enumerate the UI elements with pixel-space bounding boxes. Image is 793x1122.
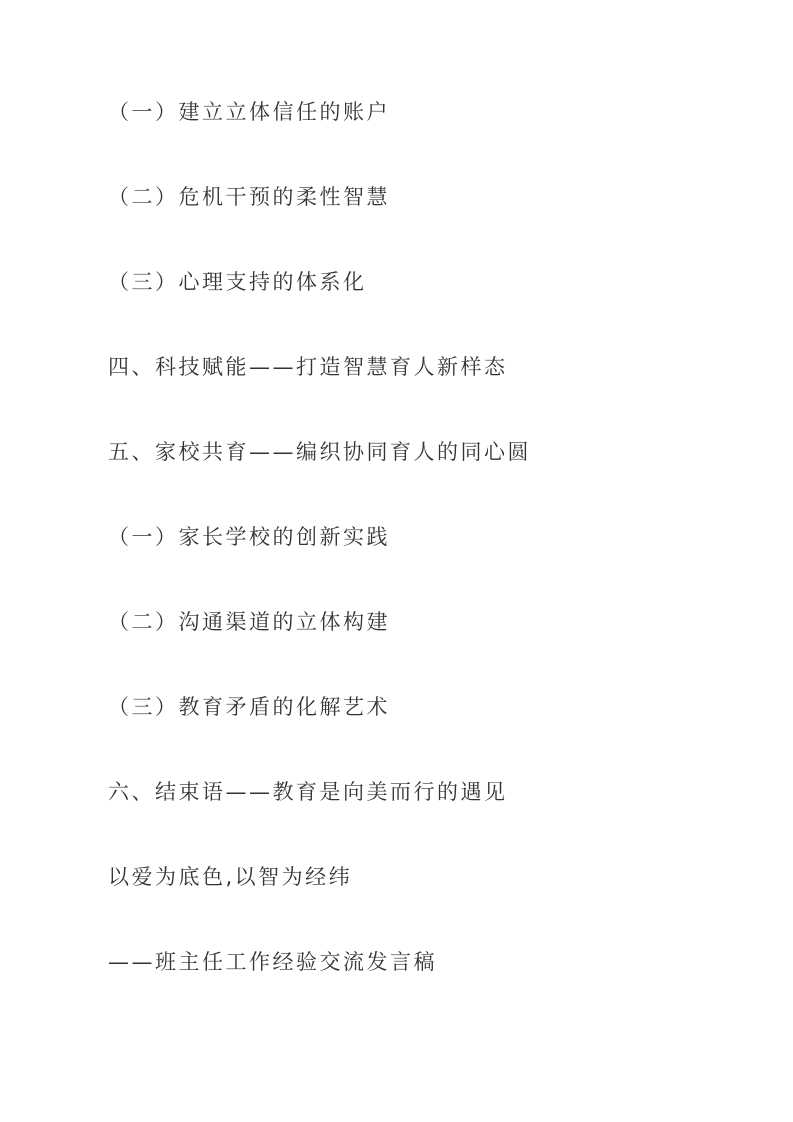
document-content	[108, 101, 743, 973]
outline-section-6: 六、结束语——教育是向美而行的遇见	[108, 780, 508, 804]
outline-section-4: 四、科技赋能——打造智慧育人新样态	[108, 355, 508, 379]
outline-subitem-3: （三）心理支持的体系化	[108, 270, 367, 294]
outline-subitem-5-2: （二）沟通渠道的立体构建	[108, 610, 390, 634]
outline-subitem-1: （一）建立立体信任的账户	[108, 100, 390, 124]
outline-subitem-5-1: （一）家长学校的创新实践	[108, 525, 390, 549]
outline-subitem-5-3: （三）教育矛盾的化解艺术	[108, 695, 390, 719]
document-byline: ——班主任工作经验交流发言稿	[108, 950, 437, 974]
document-subtitle: 以爱为底色,以智为经纬	[108, 865, 353, 889]
outline-subitem-2: （二）危机干预的柔性智慧	[108, 185, 390, 209]
outline-section-5: 五、家校共育——编织协同育人的同心圆	[108, 440, 531, 464]
